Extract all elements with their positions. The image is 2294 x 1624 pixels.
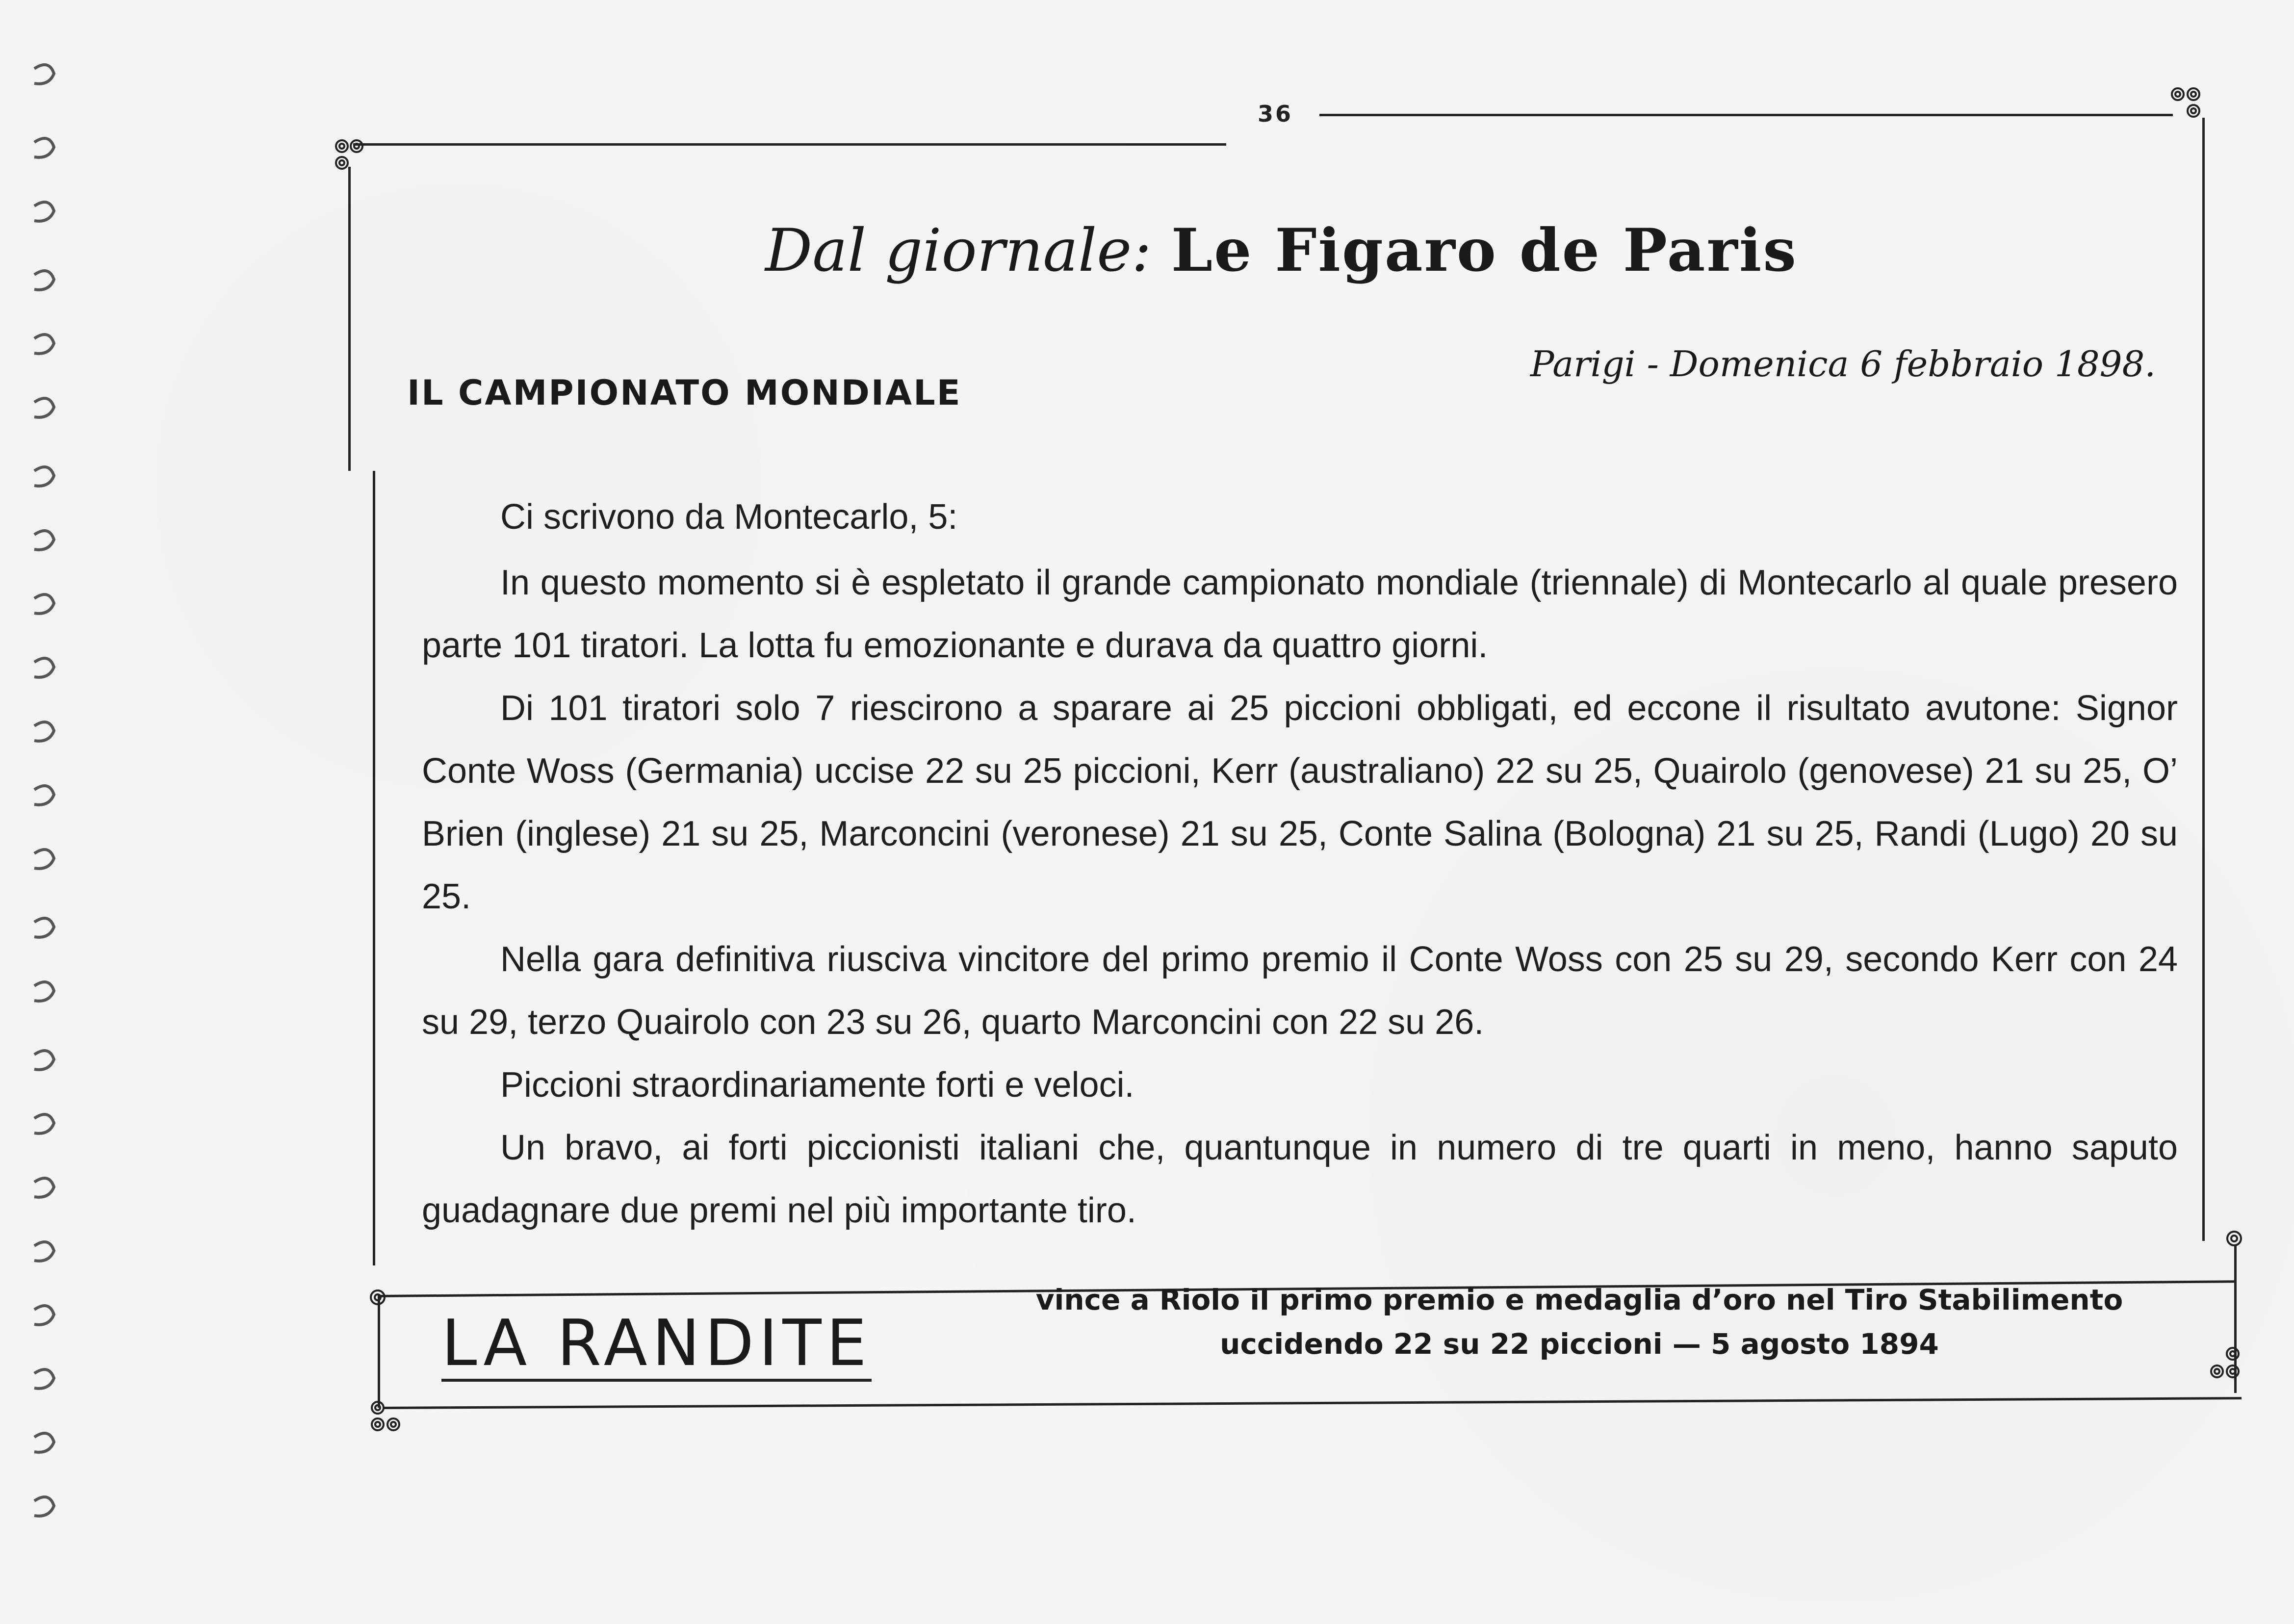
dateline: Parigi - Domenica 6 febbraio 1898. xyxy=(1530,343,2156,385)
article-paragraph: Ci scrivono da Montecarlo, 5: xyxy=(500,497,958,537)
double-ring-ornament-icon xyxy=(2222,1226,2246,1251)
double-ring-ornament-icon xyxy=(2168,83,2207,123)
advert-name: LA RANDITE xyxy=(441,1310,872,1382)
double-ring-ornament-icon xyxy=(334,137,368,177)
title-newspaper-name: Le Figaro de Paris xyxy=(1171,216,1798,285)
top-rule-right xyxy=(1319,114,2173,116)
double-ring-ornament-icon xyxy=(368,1398,407,1442)
double-ring-ornament-icon xyxy=(2207,1344,2246,1388)
spiral-binding-hole-icon xyxy=(20,0,64,1622)
advert-text xyxy=(956,1278,2202,1366)
advert-line: vince a Riolo il primo premio e medaglia d’oro nel Tiro Stabilimento xyxy=(1035,1283,2123,1316)
title-prefix: Dal giornale: xyxy=(765,217,1152,285)
frame-right xyxy=(2202,118,2205,1241)
page-number: 36 xyxy=(1257,101,1293,127)
frame-left-upper xyxy=(348,167,351,471)
newspaper-title xyxy=(765,216,1844,285)
article-paragraph: Nella gara definitiva riusciva vincitore del primo premio il Conte Woss con 25 su 29, secondo Kerr con 24 su 29, terzo Quairolo con 23 su 26, quarto Marconcini con 22 su 26. xyxy=(422,940,2178,1042)
article-body xyxy=(422,486,2178,1242)
article-paragraph: Di 101 tiratori solo 7 riescirono a sparare ai 25 piccioni obbligati, ed eccone il risultato avutone: Signor Conte Woss (Germania) uccise 22 su 25 piccioni, Kerr (australiano) 22 su 25, Quairolo (genovese) 21 su 25, O’ Brien (inglese) 21 su 25, Marconcini (veronese) 21 su 25, Conte Salina (Bologna) 21 su 25, Randi (Lugo) 20 su 25. xyxy=(422,689,2178,916)
article-paragraph: Un bravo, ai forti piccionisti italiani che, quantunque in numero di tre quarti in meno, hanno saputo guadagnare due premi nel più importante tiro. xyxy=(422,1128,2178,1230)
ad-left-rule xyxy=(378,1295,380,1408)
top-rule-left xyxy=(353,143,1226,146)
article-heading: IL CAMPIONATO MONDIALE xyxy=(407,373,962,413)
article-paragraph: In questo momento si è espletato il grande campionato mondiale (triennale) di Montecarlo al quale presero parte 101 tiratori. La lotta fu emozionante e durava da quattro giorni. xyxy=(422,563,2178,665)
double-ring-ornament-icon xyxy=(365,1285,390,1310)
frame-left-lower xyxy=(373,471,375,1265)
ad-bottom-rule xyxy=(383,1397,2242,1409)
spiral-binding xyxy=(20,0,64,1622)
advert-line: uccidendo 22 su 22 piccioni — 5 agosto 1894 xyxy=(1220,1327,1939,1361)
article-paragraph: Piccioni straordinariamente forti e veloci. xyxy=(500,1065,1134,1105)
